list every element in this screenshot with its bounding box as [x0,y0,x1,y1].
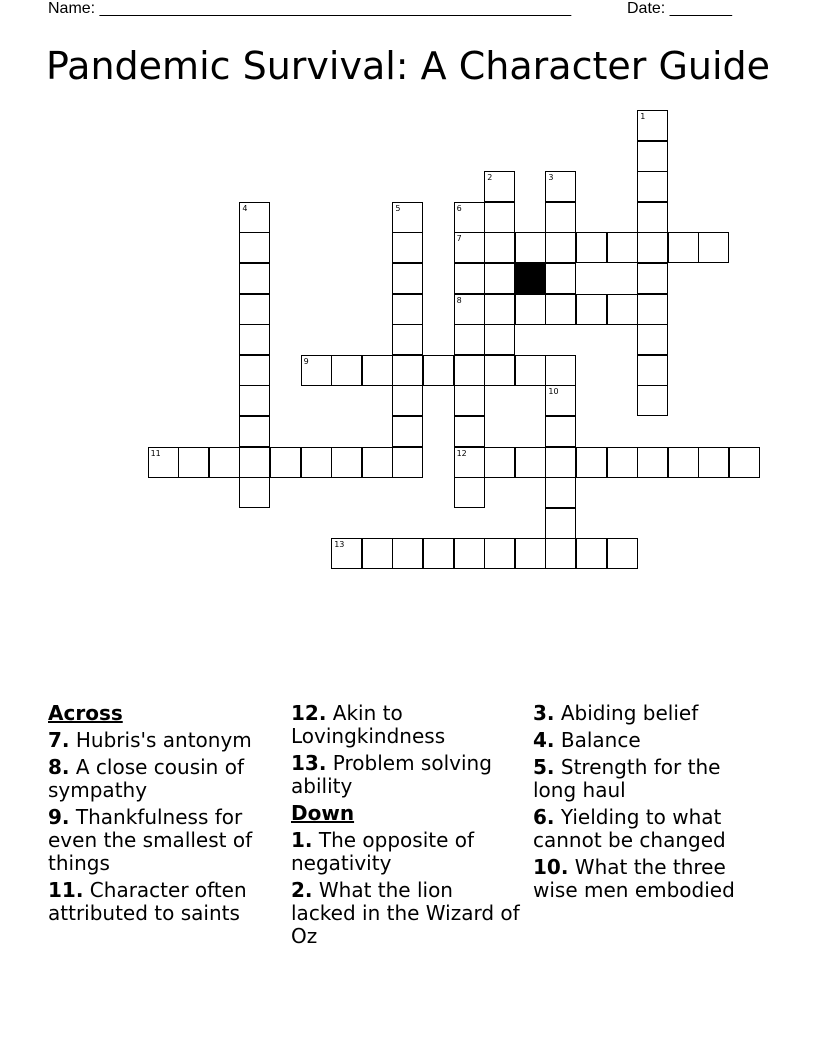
clue-number: 8. [48,755,70,779]
grid-cell[interactable] [515,232,546,263]
clue-number-label: 4 [242,203,248,213]
grid-cell[interactable] [392,294,423,325]
grid-cell[interactable] [637,385,668,416]
clue-down-10 [533,856,765,902]
grid-cell[interactable] [301,447,332,478]
clue-number: 7. [48,728,70,752]
clue-down-5 [533,756,765,802]
clue-number: 10. [533,855,569,879]
grid-cell[interactable] [515,538,546,569]
clue-down-4 [533,729,765,752]
clue-text: Yielding to what cannot be changed [533,805,726,852]
clue-number-label: 2 [487,173,493,183]
grid-cell[interactable] [484,324,515,355]
grid-cell[interactable] [484,232,515,263]
grid-cell[interactable] [545,538,576,569]
grid-cell[interactable] [484,538,515,569]
clue-number: 11. [48,878,84,902]
clue-number: 4. [533,728,555,752]
clue-text: Akin to Lovingkindness [291,701,446,748]
grid-cell[interactable] [515,447,546,478]
down-heading: Down [291,801,355,825]
grid-cell[interactable] [637,232,668,263]
clue-down-1 [291,829,523,875]
grid-cell[interactable] [637,294,668,325]
grid-cell[interactable] [454,232,485,263]
grid-cell[interactable] [484,294,515,325]
clue-number-label: 9 [303,356,309,366]
clue-column-3 [533,702,765,906]
grid-cell[interactable] [668,447,699,478]
grid-cell[interactable] [576,294,607,325]
clue-text: Problem solving ability [291,751,492,798]
grid-cell[interactable] [637,263,668,294]
grid-cell[interactable] [545,477,576,508]
grid-cell[interactable] [637,324,668,355]
grid-cell[interactable] [239,324,270,355]
grid-cell[interactable] [545,416,576,447]
clue-across-12 [291,702,523,748]
grid-cell[interactable] [576,232,607,263]
clue-number-label: 3 [548,173,554,183]
grid-cell[interactable] [392,416,423,447]
grid-cell[interactable] [698,447,729,478]
grid-cell[interactable] [484,263,515,294]
grid-cell[interactable] [239,385,270,416]
clue-number-label: 1 [640,112,646,121]
grid-cell[interactable] [545,508,576,539]
grid-cell[interactable] [270,447,301,478]
grid-cell[interactable] [454,477,485,508]
clue-number: 1. [291,828,313,852]
black-cell [515,263,546,294]
clue-down-3 [533,702,765,725]
grid-cell[interactable] [576,538,607,569]
grid-cell[interactable] [392,538,423,569]
grid-cell[interactable] [392,202,423,233]
grid-cell[interactable] [607,538,638,569]
grid-cell[interactable] [454,416,485,447]
clue-number-label: 13 [334,540,345,550]
grid-cell[interactable] [515,294,546,325]
grid-cell[interactable] [637,202,668,233]
grid-cell[interactable] [637,141,668,172]
grid-cell[interactable] [515,355,546,386]
grid-cell[interactable] [607,294,638,325]
grid-cell[interactable] [301,355,332,386]
grid-cell[interactable] [362,355,393,386]
grid-cell[interactable] [545,447,576,478]
grid-cell[interactable] [331,355,362,386]
grid-cell[interactable] [178,447,209,478]
clue-text: Character often attributed to saints [48,878,247,925]
clue-text: Balance [560,728,641,752]
date-label: Date: [627,0,670,17]
date-blank-line[interactable]: _______ [669,0,732,17]
grid-cell[interactable] [239,202,270,233]
grid-cell[interactable] [362,538,393,569]
grid-cell[interactable] [209,447,240,478]
grid-cell[interactable] [454,294,485,325]
grid-cell[interactable] [637,355,668,386]
grid-cell[interactable] [239,416,270,447]
grid-cell[interactable] [392,355,423,386]
clue-number-label: 12 [456,448,467,458]
grid-cell[interactable] [239,355,270,386]
clue-number: 6. [533,805,555,829]
grid-cell[interactable] [392,385,423,416]
clue-text: Hubris's antonym [75,728,252,752]
grid-cell[interactable] [484,447,515,478]
clue-number-label: 8 [456,295,462,305]
grid-cell[interactable] [729,447,760,478]
clue-number: 13. [291,751,327,775]
clue-down-6 [533,806,765,852]
clue-number-label: 7 [456,234,462,244]
grid-cell[interactable] [484,355,515,386]
grid-cell[interactable] [484,171,515,202]
grid-cell[interactable] [637,110,668,141]
grid-cell[interactable] [454,324,485,355]
grid-cell[interactable] [607,447,638,478]
grid-cell[interactable] [423,355,454,386]
across-heading: Across [48,701,123,725]
grid-cell[interactable] [607,232,638,263]
grid-cell[interactable] [239,447,270,478]
grid-cell[interactable] [545,202,576,233]
clue-across-9 [48,806,280,875]
grid-cell[interactable] [331,447,362,478]
grid-cell[interactable] [239,294,270,325]
clue-number-label: 6 [456,203,462,213]
clue-text: What the lion lacked in the Wizard of Oz [291,878,520,948]
grid-cell[interactable] [392,232,423,263]
grid-cell[interactable] [392,447,423,478]
grid-cell[interactable] [545,263,576,294]
grid-cell[interactable] [698,232,729,263]
grid-cell[interactable] [576,447,607,478]
clue-text: What the three wise men embodied [533,855,735,902]
clue-column-2 [291,702,523,952]
clue-text: Thankfulness for even the smallest of things [48,805,253,875]
clue-text: The opposite of negativity [291,828,475,875]
clue-number: 9. [48,805,70,829]
clue-down-2 [291,879,523,948]
grid-cell[interactable] [392,324,423,355]
grid-cell[interactable] [239,263,270,294]
clue-number-label: 10 [548,387,559,397]
grid-cell[interactable] [239,477,270,508]
clue-text: Abiding belief [560,701,699,725]
grid-cell[interactable] [545,294,576,325]
clue-number: 12. [291,701,327,725]
grid-cell[interactable] [637,171,668,202]
grid-cell[interactable] [637,447,668,478]
clue-number-label: 5 [395,203,401,213]
grid-cell[interactable] [545,385,576,416]
grid-cell[interactable] [545,232,576,263]
clue-number-label: 11 [150,448,161,458]
grid-cell[interactable] [454,385,485,416]
grid-cell[interactable] [392,263,423,294]
grid-cell[interactable] [484,202,515,233]
clue-across-11 [48,879,280,925]
grid-cell[interactable] [423,538,454,569]
grid-cell[interactable] [545,171,576,202]
name-label: Name: [48,0,100,17]
grid-cell[interactable] [362,447,393,478]
clue-text: Strength for the long haul [533,755,721,802]
grid-cell[interactable] [454,263,485,294]
clue-across-8 [48,756,280,802]
clue-column-1 [48,702,280,929]
clue-number: 2. [291,878,313,902]
grid-cell[interactable] [148,447,179,478]
clue-across-13 [291,752,523,798]
clue-number: 5. [533,755,555,779]
grid-cell[interactable] [331,538,362,569]
clue-number: 3. [533,701,555,725]
grid-cell[interactable] [239,232,270,263]
clue-text: A close cousin of sympathy [48,755,244,802]
grid-cell[interactable] [454,202,485,233]
grid-cell[interactable] [454,538,485,569]
name-blank-line[interactable]: _____________________________________________________ [99,0,572,17]
grid-cell[interactable] [545,355,576,386]
grid-cell[interactable] [668,232,699,263]
grid-cell[interactable] [454,355,485,386]
grid-cell[interactable] [454,447,485,478]
clue-across-7 [48,729,280,752]
puzzle-title: Pandemic Survival: A Character Guide [45,44,771,88]
